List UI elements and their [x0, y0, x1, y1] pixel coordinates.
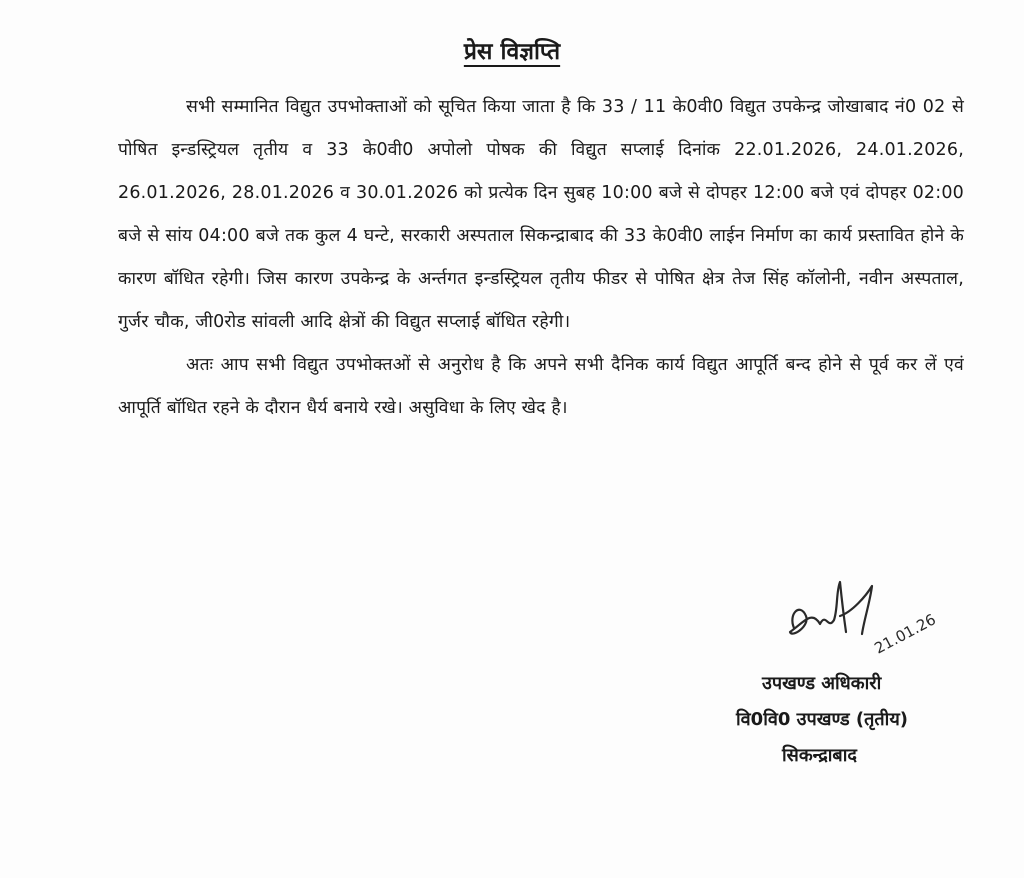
signer-office: वि0वि0 उपखण्ड (तृतीय): [736, 709, 908, 730]
title-text: प्रेस विज्ञप्ति: [463, 39, 561, 65]
signature-date: 21.01.26: [871, 610, 939, 658]
handwritten-signature: [782, 572, 952, 662]
paragraph-notice: सभी सम्मानित विद्युत उपभोक्ताओं को सूचित किया जाता है कि 33 / 11 के0वी0 विद्युत उपकेन्द्र जोखाबाद नं0 02 से पोषित इन्डस्ट्रियल तृतीय व 33 के0वी0 अपोलो पोषक की विद्युत सप्लाई दिनांक 22.01.2026, 24.01.2026, 26.01.2026, 28.01.2026 व 30.01.2026 को प्रत्येक दिन सुबह 10:00 बजे से दोपहर 12:00 बजे एवं दोपहर 02:00 बजे से सांय 04:00 बजे तक कुल 4 घन्टे, सरकारी अस्पताल सिकन्द्राबाद की 33 के0वी0 लाईन निर्माण का कार्य प्रस्तावित होने के कारण बॉधित रहेगी। जिस कारण उपकेन्द्र के अर्न्तगत इन्डस्ट्रियल तृतीय फीडर से पोषित क्षेत्र तेज सिंह कॉलोनी, नवीन अस्पताल, गुर्जर चौक, जी0रोड सांवली आदि क्षेत्रों की विद्युत सप्लाई बॉधित रहेगी।: [118, 97, 964, 332]
document-title: [0, 34, 1024, 66]
paragraph-request: अतः आप सभी विद्युत उपभोक्तओं से अनुरोध है कि अपने सभी दैनिक कार्य विद्युत आपूर्ति बन्द होने से पूर्व कर लें एवं आपूर्ति बॉधित रहने के दौरान धैर्य बनाये रखे। असुविधा के लिए खेद है।: [118, 355, 964, 418]
document-body: [118, 86, 964, 430]
signer-place: सिकन्द्राबाद: [782, 745, 857, 766]
signer-block: [700, 666, 1000, 774]
signer-designation: उपखण्ड अधिकारी: [762, 673, 882, 694]
